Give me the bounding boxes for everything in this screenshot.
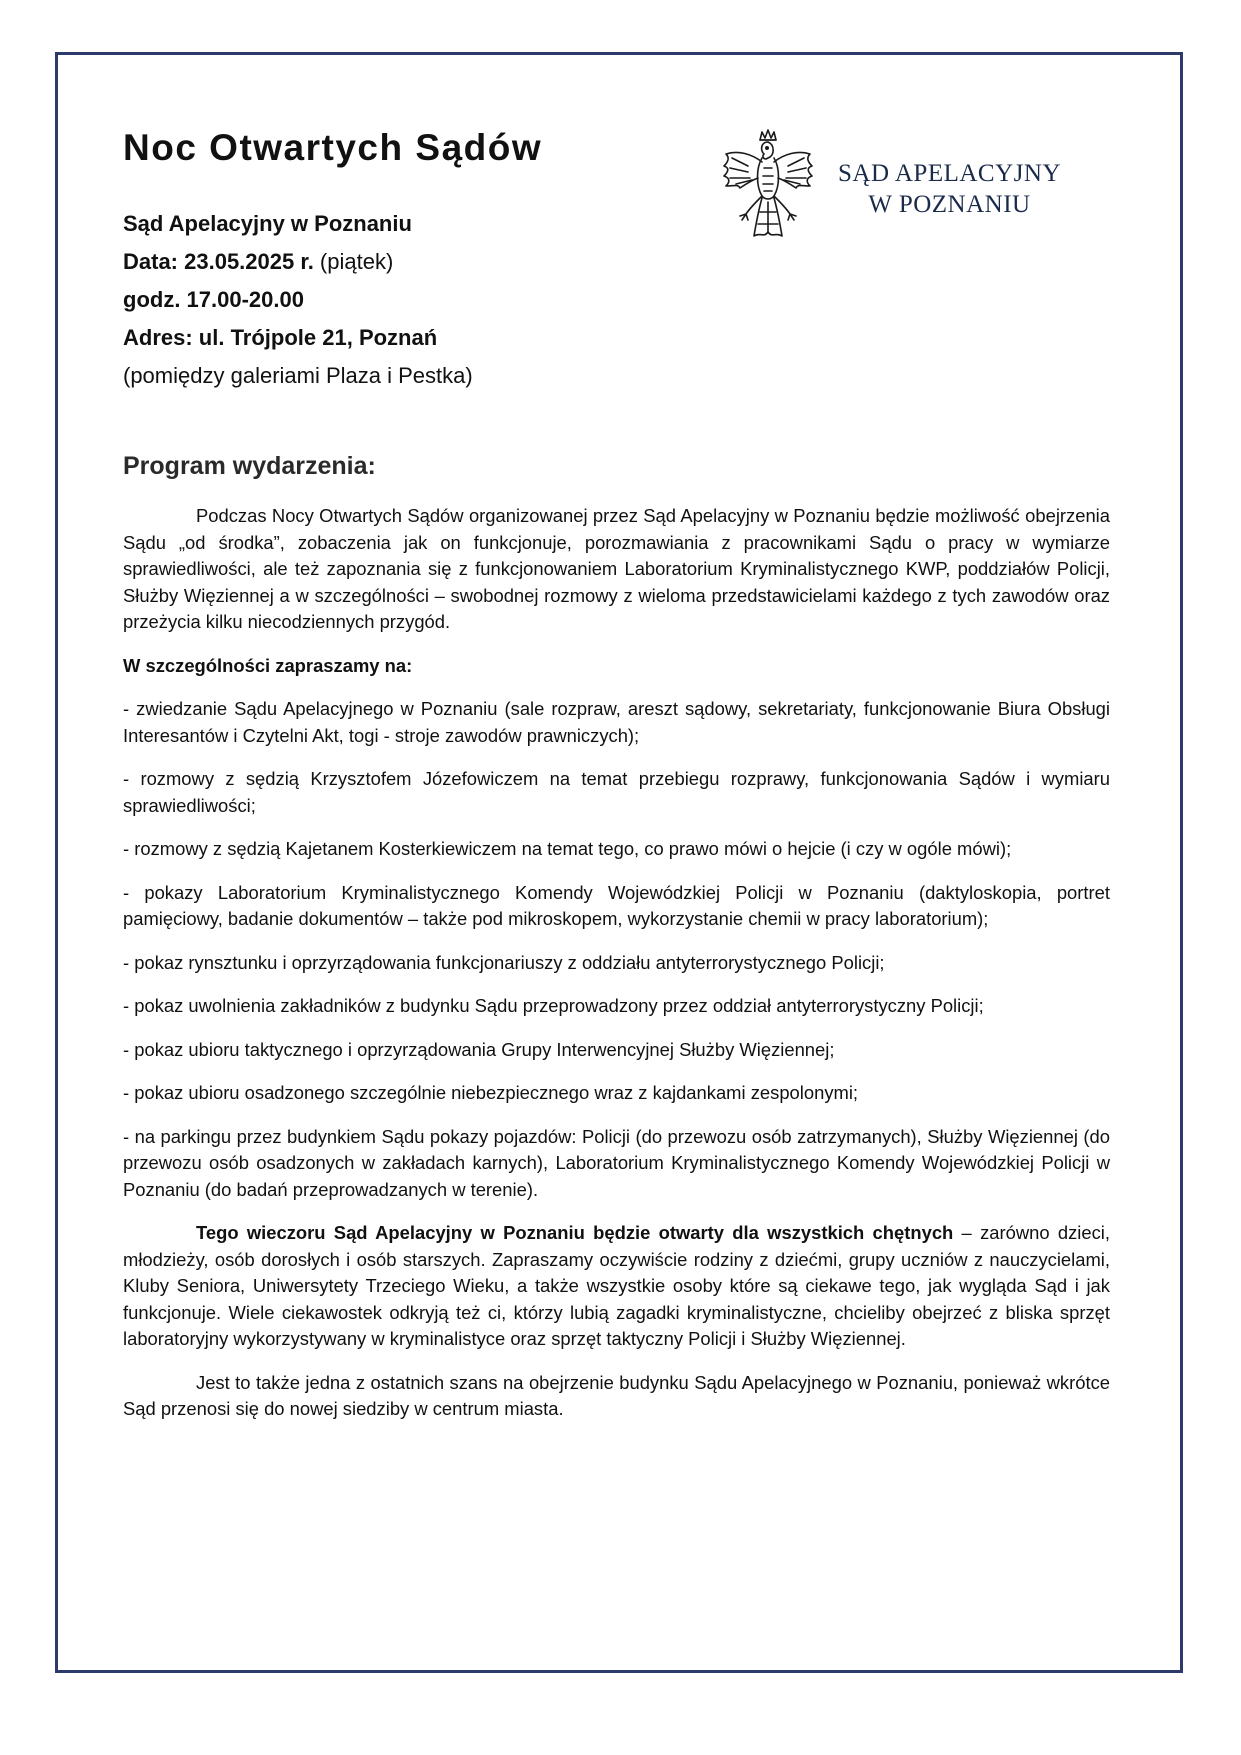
program-item: - pokaz ubioru osadzonego szczególnie niebezpiecznego wraz z kajdankami zespolonymi;	[123, 1082, 859, 1103]
program-item: - rozmowy z sędzią Kajetanem Kosterkiewiczem na temat tego, co prawo mówi o hejcie (i czy w ogóle mówi);	[123, 838, 1012, 859]
program-item: - pokaz uwolnienia zakładników z budynku Sądu przeprowadzony przez oddział antyterrorystyczny Policji;	[123, 995, 984, 1016]
invite-heading: W szczególności zapraszamy na:	[123, 654, 413, 676]
final-paragraph: Jest to także jedna z ostatnich szans na obejrzenie budynku Sądu Apelacyjnego w Poznaniu, ponieważ wkrótce Sąd przenosi się do nowej siedziby w centrum miasta.	[123, 1371, 1110, 1419]
white-eagle-emblem-icon	[718, 128, 818, 246]
program-body	[123, 503, 1110, 1440]
program-item: - rozmowy z sędzią Krzysztofem Józefowiczem na temat przebiegu rozprawy, funkcjonowania Sądów i wymiaru sprawiedliwości;	[123, 768, 1110, 816]
program-item: - zwiedzanie Sądu Apelacyjnego w Poznaniu (sale rozpraw, areszt sądowy, sekretariaty, funkcjonowanie Biura Obsługi Interesantów i Czytelni Akt, togi - stroje zawodów prawniczych);	[123, 698, 1110, 746]
closing-bold-text: Tego wieczoru Sąd Apelacyjny w Poznaniu będzie otwarty dla wszystkich chętnych	[196, 1222, 954, 1243]
court-logo	[718, 128, 1078, 248]
page-title: Noc Otwartych Sądów	[123, 127, 543, 168]
program-heading: Program wydarzenia:	[123, 452, 376, 480]
program-item: - pokazy Laboratorium Kryminalistycznego Komendy Wojewódzkiej Policji w Poznaniu (daktyloskopia, portret pamięciowy, badanie dokumentów – także pod mikroskopem, wykorzystanie chemii w pracy laboratorium);	[123, 881, 1110, 929]
event-date	[123, 243, 473, 281]
program-intro: Podczas Nocy Otwartych Sądów organizowanej przez Sąd Apelacyjny w Poznaniu będzie możliwość obejrzenia Sądu „od środka”, zobaczenia jak on funkcjonuje, porozmawiania z pracownikami Sądu o pracy w wymiarze sprawiedliwości, ale też zapoznania się z funkcjonowaniem Laboratorium Kryminalistycznego KWP, poddziałów Policji, Służby Więziennej a w szczególności – swobodnej rozmowy z wieloma przedstawicielami każdego z tych zawodów oraz przeżycia kilku niecodziennych przygód.	[123, 505, 1110, 632]
event-info	[123, 205, 473, 395]
closing-paragraph	[123, 1220, 1110, 1353]
event-address: Adres: ul. Trójpole 21, Poznań	[123, 325, 438, 350]
court-logo-line2: W POZNANIU	[868, 191, 1031, 218]
event-address-note: (pomiędzy galeriami Plaza i Pestka)	[123, 363, 473, 388]
program-item: - pokaz rynsztunku i oprzyrządowania funkcjonariuszy z oddziału antyterrorystycznego Policji;	[123, 951, 885, 973]
event-hours: godz. 17.00-20.00	[123, 287, 304, 312]
closing-rest-text: – zarówno dzieci, młodzieży, osób dorosłych i osób starszych. Zapraszamy oczywiście rodziny z dziećmi, grupy uczniów z nauczycielami, Kluby Seniora, Uniwersytety Trzeciego Wieku, a także wszystkie osoby które są ciekawe tego, jak wygląda Sąd i jak funkcjonuje. Wiele ciekawostek odkryją też ci, którzy lubią zagadki kryminalistyczne, chcieliby obejrzeć z bliska sprzęt laboratoryjny wykorzystywany w kryminalistyce oraz sprzęt taktyczny Policji i Służby Więziennej.	[123, 1222, 1110, 1349]
program-item: - pokaz ubioru taktycznego i oprzyrządowania Grupy Interwencyjnej Służby Więziennej;	[123, 1038, 835, 1060]
court-logo-text	[838, 158, 1061, 220]
event-date-day: (piątek)	[313, 249, 394, 274]
program-item: - na parkingu przez budynkiem Sądu pokazy pojazdów: Policji (do przewozu osób zatrzymanych), Służby Więziennej (do przewozu osób osadzonych w zakładach karnych), Laboratorium Kryminalistycznego Komendy Wojewódzkiej Policji w Poznaniu (do badań przeprowadzanych w terenie).	[123, 1125, 1110, 1200]
court-name: Sąd Apelacyjny w Poznaniu	[123, 211, 412, 236]
court-logo-line1: SĄD APELACYJNY	[838, 160, 1062, 187]
event-date-value: Data: 23.05.2025 r.	[123, 249, 314, 274]
